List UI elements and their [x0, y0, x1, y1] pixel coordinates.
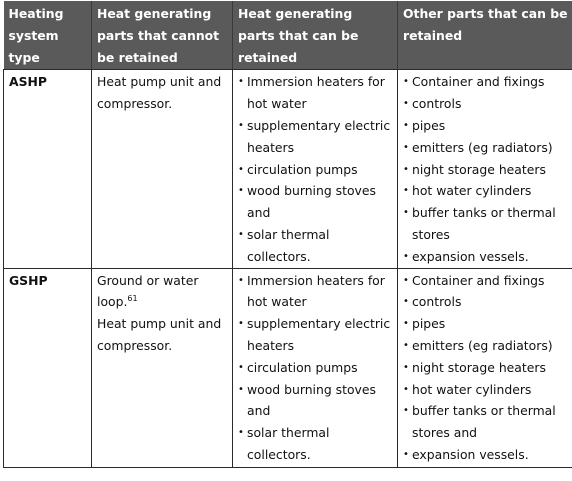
- table-row-ashp: [4, 70, 572, 268]
- footnote-reference[interactable]: 61: [127, 294, 138, 304]
- list-item: • solar thermal collectors.: [238, 422, 393, 466]
- list-item: • buffer tanks or thermal stores and: [403, 400, 569, 444]
- list-item: • controls: [403, 291, 569, 313]
- list-item: • night storage heaters: [403, 357, 569, 379]
- other-parts-list: [403, 270, 569, 466]
- list-item: • pipes: [403, 115, 569, 137]
- list-item: • buffer tanks or thermal stores: [403, 202, 569, 246]
- other-parts-cell: [398, 268, 572, 467]
- cannot-retain-line: Heat pump unit and compressor.: [97, 316, 222, 353]
- list-item: • night storage heaters: [403, 159, 569, 181]
- cannot-retain-line: Heat pump unit and compressor.: [97, 74, 222, 112]
- list-item: • expansion vessels.: [403, 246, 569, 268]
- can-retain-list: [238, 71, 393, 267]
- list-item: • wood burning stoves and: [238, 379, 393, 423]
- system-type-cell: ASHP: [4, 70, 92, 268]
- list-item: • controls: [403, 93, 569, 115]
- list-item: • Immersion heaters for hot water: [238, 71, 393, 115]
- header-system-type: Heating system type: [4, 1, 92, 70]
- list-item: • Container and fixings: [403, 270, 569, 292]
- other-parts-cell: [398, 70, 572, 268]
- list-item: • circulation pumps: [238, 159, 393, 181]
- table-header-row: [4, 1, 572, 70]
- list-item: • hot water cylinders: [403, 379, 569, 401]
- list-item: • emitters (eg radiators): [403, 335, 569, 357]
- list-item: • hot water cylinders: [403, 180, 569, 202]
- can-retain-cell: [233, 70, 398, 268]
- table-row-gshp: [4, 268, 572, 467]
- system-type-cell: GSHP: [4, 268, 92, 467]
- can-retain-cell: [233, 268, 398, 467]
- header-can-retain: Heat generating parts that can be retained: [233, 1, 398, 70]
- cannot-retain-line-with-ref: [97, 270, 228, 314]
- list-item: • supplementary electric heaters: [238, 115, 393, 159]
- heating-systems-table: [3, 1, 572, 468]
- other-parts-list: [403, 71, 569, 267]
- list-item: • solar thermal collectors.: [238, 224, 393, 268]
- cannot-retain-line: Ground or water loop.: [97, 272, 199, 310]
- can-retain-list: [238, 270, 393, 466]
- list-item: • Immersion heaters for hot water: [238, 270, 393, 314]
- list-item: • supplementary electric heaters: [238, 313, 393, 357]
- list-item: • wood burning stoves and: [238, 180, 393, 224]
- cannot-retain-cell: [92, 268, 233, 467]
- list-item: • emitters (eg radiators): [403, 137, 569, 159]
- header-other-parts: Other parts that can be retained: [398, 1, 572, 70]
- list-item: • expansion vessels.: [403, 444, 569, 466]
- header-cannot-retain: Heat generating parts that cannot be retained: [92, 1, 233, 70]
- cannot-retain-cell: [92, 70, 233, 268]
- list-item: • Container and fixings: [403, 71, 569, 93]
- list-item: • pipes: [403, 313, 569, 335]
- list-item: • circulation pumps: [238, 357, 393, 379]
